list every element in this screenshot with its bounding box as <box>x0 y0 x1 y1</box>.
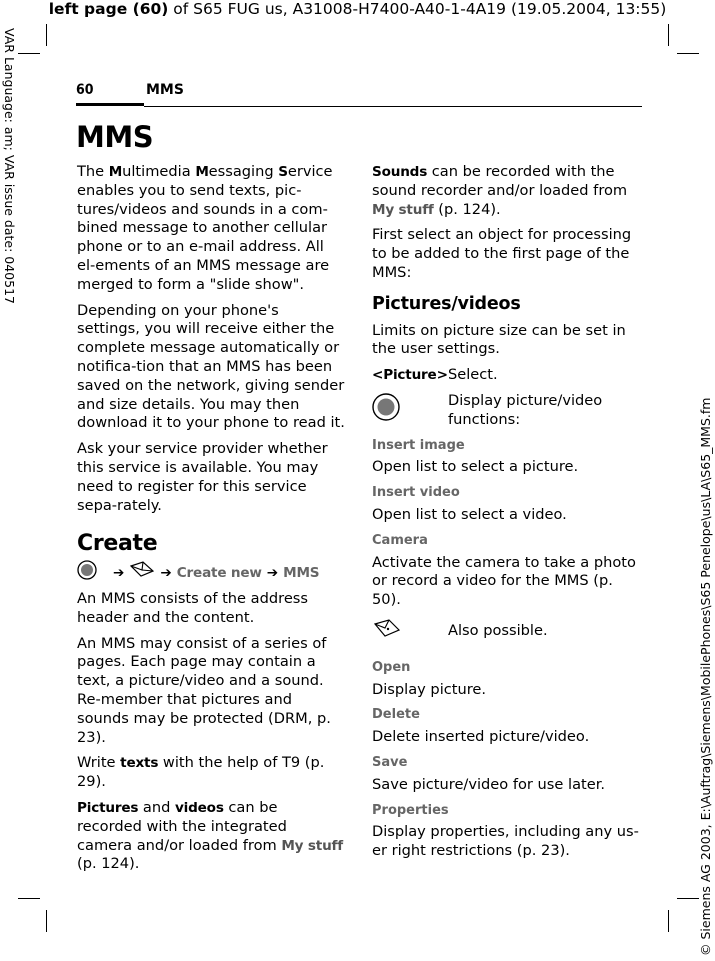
crop-mark <box>677 898 699 899</box>
picture-softkey: <Picture> <box>372 367 448 384</box>
delivery-paragraph: Depending on your phone's settings, you will receive either the complete message automatically or notifica-tion that an MMS has been saved on the network, giving sender and size details. You may then download it to your phone to read it. <box>77 301 345 432</box>
function-desc: Activate the camera to take a photo or record a video for the MMS (p. 50). <box>372 553 636 609</box>
page-number: 60 <box>76 82 94 98</box>
create-paragraph-4: Pictures and videos can be recorded with the integrated camera and/or loaded from My stuff (p. 124). <box>77 798 343 873</box>
function-desc: Open list to select a picture. <box>372 458 579 476</box>
page-title: MMS <box>76 120 154 154</box>
function-label: Properties <box>372 802 449 818</box>
print-header-rest: of S65 FUG us, A31008-H7400-A40-1-4A19 (19.05.2004, 13:55) <box>168 0 667 18</box>
menu-mms: MMS <box>283 564 320 581</box>
side-text-right-label: © Siemens AG 2003, E:\Auftrag\Siemens\MobilePhones\S65 Penelope\us\LA\S65_MMS.fm <box>698 397 713 956</box>
arrow-icon: ➔ <box>266 564 279 581</box>
crop-mark <box>668 910 669 932</box>
select-object-paragraph: First select an object for processing to be added to the first page of the MMS: <box>372 226 632 281</box>
messages-envelope-icon <box>129 560 155 586</box>
function-desc: Open list to select a video. <box>372 505 567 523</box>
left-column <box>77 163 345 881</box>
function-desc: Save picture/video for use later. <box>372 775 606 793</box>
crop-mark <box>46 24 47 46</box>
provider-paragraph: Ask your service provider whether this service is available. You may need to register for this service sepa-rately. <box>77 440 328 514</box>
create-paragraph-2: An MMS may consist of a series of pages. Each page may contain a text, a picture/video and a sound. Re-member that pictures and sounds may be protected (DRM, p. 23). <box>77 634 331 746</box>
arrow-icon: ➔ <box>113 564 125 581</box>
intro-paragraph: The Multimedia Messaging Service enables you to send texts, pic-tures/videos and sounds in a com-bined message to another cellular phone or to an e-mail address. All el-ements of an MMS message are merged to form a "slide show". <box>77 163 333 293</box>
also-possible-text: Also possible. <box>448 622 548 640</box>
print-header-prefix: left page (60) <box>48 0 169 18</box>
header-rule-thick <box>76 103 144 106</box>
function-label: Delete <box>372 707 420 723</box>
options-key-icon <box>372 617 448 647</box>
crop-mark <box>18 53 40 54</box>
nav-key-row <box>372 392 640 430</box>
function-desc: Display picture. <box>372 680 487 698</box>
function-desc: Display properties, including any us-er right restrictions (p. 23). <box>372 823 639 860</box>
crop-mark <box>668 24 669 46</box>
side-text-right <box>698 397 714 956</box>
nav-key-icon <box>372 392 448 430</box>
menu-path <box>77 560 345 586</box>
function-list-1 <box>372 437 640 610</box>
sounds-paragraph: Sounds can be recorded with the sound recorder and/or loaded from My stuff (p. 124). <box>372 163 628 218</box>
picture-softkey-desc: Select. <box>448 366 498 384</box>
function-label: Save <box>372 754 408 770</box>
nav-key-desc: Display picture/video functions: <box>448 391 603 428</box>
section-name: MMS <box>146 82 184 98</box>
menu-create-new: Create new <box>176 564 262 581</box>
crop-mark <box>46 910 47 932</box>
create-heading: Create <box>77 531 158 557</box>
function-label: Open <box>372 659 411 675</box>
arrow-icon: ➔ <box>160 564 172 581</box>
side-text-left <box>3 28 17 328</box>
right-column <box>372 163 640 868</box>
function-label: Insert video <box>372 485 460 501</box>
function-label: Insert image <box>372 437 465 453</box>
limits-paragraph: Limits on picture size can be set in the user settings. <box>372 321 626 358</box>
pictures-videos-heading: Pictures/videos <box>372 293 521 314</box>
function-list-2 <box>372 659 640 861</box>
side-text-left-label: VAR Language: am; VAR issue date: 040517 <box>2 28 17 304</box>
print-header <box>0 0 715 18</box>
picture-key-row <box>372 366 640 385</box>
also-possible-row <box>372 617 640 647</box>
header-rule-thin <box>144 106 642 107</box>
crop-mark <box>18 898 40 899</box>
create-paragraph-3: Write texts with the help of T9 (p. 29). <box>77 754 325 791</box>
nav-key-icon <box>77 560 97 586</box>
crop-mark <box>677 53 699 54</box>
function-desc: Delete inserted picture/video. <box>372 728 590 746</box>
function-label: Camera <box>372 532 428 548</box>
create-paragraph-1: An MMS consists of the address header and the content. <box>77 589 309 626</box>
